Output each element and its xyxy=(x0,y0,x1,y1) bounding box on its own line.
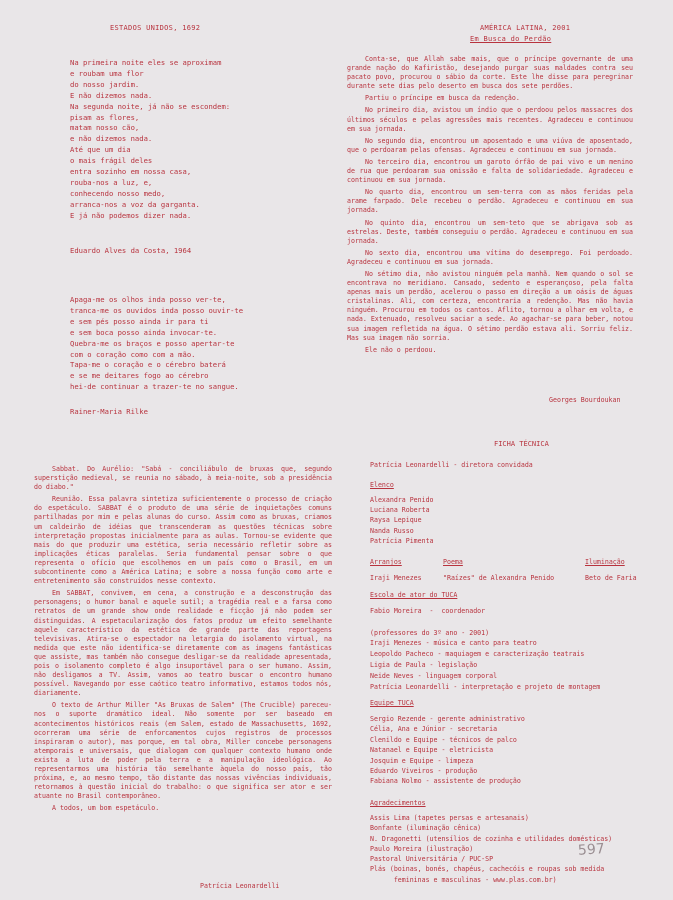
perdao-story xyxy=(347,55,633,358)
sabbat-paragraph: Sabbat. Do Aurélio: "Sabá - conciliábulo de bruxas que, segundo superstição medieval, se reunia no sábado, à meia-noite, sob a presidência do diabo." xyxy=(34,465,332,492)
poem-line: hei-de continuar a trazer-te no sangue. xyxy=(70,382,239,392)
poem-line: e se me deitares fogo ao cérebro xyxy=(70,371,209,381)
story-paragraph: No sétimo dia, não avistou ninguém pela manhã. Nem quando o sol se encontrava no meridiano. Cansado, sedento e esperançoso, pela falta apenas mais um perdão, acelerou o passo em direção a um oásis de águas cristalinas. Ali, com certeza, encontraria a redenção. Mas não havia ninguém. Procurou em todos os cantos. Aflito, tornou a olhar em volta, e nada. Extenuado, resolveu saciar a sede. Ao agachar-se para beber, notou sua imagem refletida na água. O sétimo perdão estava ali. Sorriu feliz. Mas sua imagem não sorria. xyxy=(347,269,633,342)
ficha-heading: FICHA TÉCNICA xyxy=(494,440,549,448)
escola-list xyxy=(370,606,600,692)
cast-member: Alexandra Penido xyxy=(370,496,434,504)
poem-line: Na primeira noite eles se aproximam xyxy=(70,58,222,67)
team-line: Josquim e Equipe - limpeza xyxy=(370,756,474,765)
story-paragraph: Ele não o perdoou. xyxy=(365,345,437,354)
story-paragraph: No quinto dia, encontrou um sem-teto que se abrigava sob as estrelas. Deste, também conseguiu o perdão. Agradeceu e continuou em sua jornada. xyxy=(347,218,633,245)
poem-line: pisam as flores, xyxy=(70,112,140,122)
team-line: Clenildo e Equipe - técnicos de palco xyxy=(370,735,517,744)
sabbat-paragraph: Reunião. Essa palavra sintetiza suficientemente o processo de criação do espetáculo. SABBAT é o produto de uma série de inquietações comuns partilhadas por mim e pelas alunas do curso. Assim como as bruxas, criamos um caldeirão de idéias que transcenderam as questões técnicas sobre interpretação propostas inicialmente para as aulas. Tornou-se evidente que mais do que produzir uma estética, seria necessário refletir sobre as implicações éticas paralelas. Seria fundamental pensar sobre o que representa o ofício que escolhemos em um país como o Brasil, em um subcontinente como a América Latina; e sobre a nossa função como arte e entretenimento são construídos nesse contexto. xyxy=(34,495,332,586)
story-paragraph: No sexto dia, encontrou uma vítima do desemprego. Foi perdoado. Agradeceu e continuou em sua jornada. xyxy=(347,248,633,266)
iluminacao-title: Iluminação xyxy=(585,558,625,566)
arranjos-value: Iraji Menezes xyxy=(370,574,422,582)
poem-line: o mais frágil deles xyxy=(70,156,153,166)
thanks-line: Pastoral Universitária / PUC-SP xyxy=(370,855,494,864)
poema-title: Poema xyxy=(443,558,463,566)
school-line: Ligia de Paula - legislação xyxy=(370,660,478,669)
story-paragraph: No primeiro dia, avistou um índio que o perdoou pelos massacres dos últimos séculos e pelas agressões mais recentes. Agradeceu e continuou em sua jornada. xyxy=(347,106,633,133)
author-georges: Georges Bourdoukan xyxy=(549,396,621,404)
poem-line: arranca-nos a voz da garganta. xyxy=(70,199,200,209)
poem-line: rouba-nos a luz, e, xyxy=(70,177,153,187)
poem-line: tranca-me os ouvidos inda posso ouvir-te xyxy=(70,305,244,315)
poem-line: e sem pés posso ainda ir para ti xyxy=(70,316,209,326)
school-line: Fabio Moreira - coordenador xyxy=(370,607,486,615)
poem-line: E não dizemos nada. xyxy=(70,90,153,100)
school-line: Leopoldo Pacheco - maquiagem e caracterização teatrais xyxy=(370,650,585,659)
cast-member: Luciana Roberta xyxy=(370,506,430,515)
handwritten-number: 597 xyxy=(577,841,606,859)
poem-eduardo xyxy=(70,58,320,222)
poem-line: e sem boca posso ainda invocar-te. xyxy=(70,327,218,337)
school-line: Neide Neves - linguagem corporal xyxy=(370,671,498,680)
escola-title: Escola de ator do TUCA xyxy=(370,591,458,599)
sabbat-paragraph: A todos, um bom espetáculo. xyxy=(52,804,160,813)
poem-line: Até que um dia xyxy=(70,145,131,155)
thanks-line: Assis Lima (tapetes persas e artesanais) xyxy=(370,814,529,822)
poem-line: do nosso jardim. xyxy=(70,79,140,89)
sabbat-paragraph: Em SABBAT, convivem, em cena, a construção e a desconstrução das personagens; o humor banal e aquele sutil; a tragédia real e a farsa como retratos de um grande show onde realidade e ficção já não podem ser distinguidas. A espetacularização dos fatos produz um efeito semelhante aquele característico da estética de grande parte das reportagens televisivas. Atira-se o espectador na letargia do isolamento virtual, na medida que este não identifica-se diretamente com as imagens fantásticas que assiste, mas também não consegue desligar-se da realidade apresentada, pois o isolamento completo é algo insuportável para o ser humano. Assim, não desligamos a TV. Assim, vamos ao teatro buscar o encontro humano possível. Navegando por esse caótico teatro informativo, estamos todos nós, diariamente. xyxy=(34,589,332,698)
thanks-line: femininas e masculinas - www.plas.com.br) xyxy=(370,875,557,884)
right-top-title: AMÉRICA LATINA, 2001 xyxy=(480,24,571,32)
poem-line: Apaga-me os olhos inda posso ver-te, xyxy=(70,295,226,304)
team-line: Eduardo Viveiros - produção xyxy=(370,767,478,776)
story-paragraph: Partiu o príncipe em busca da redenção. xyxy=(365,94,520,103)
sabbat-text xyxy=(34,465,332,816)
poem-line: Tapa-me o coração e o cérebro baterá xyxy=(70,360,226,370)
thanks-line: Bonfante (iluminação cênica) xyxy=(370,824,482,833)
poem-line: conhecendo nosso medo, xyxy=(70,188,166,198)
cast-member: Raysa Lepique xyxy=(370,516,422,525)
iluminacao-value: Beto de Faria xyxy=(585,574,637,582)
poema-value: "Raízes" de Alexandra Penido xyxy=(443,574,555,582)
poem-line: entra sozinho em nossa casa, xyxy=(70,167,192,177)
team-line: Fabiana Nolmo - assistente de produção xyxy=(370,777,521,786)
poem-rilke xyxy=(70,295,330,393)
elenco-list xyxy=(370,495,434,546)
story-paragraph: No terceiro dia, encontrou um garoto órfão de pai vivo e um menino de rua que perdoaram sua omissão e falta de solidariedade. Agradeceu e continuou em sua jornada. xyxy=(347,157,633,185)
poem-line: E já não podemos dizer nada. xyxy=(70,210,192,220)
school-line: Iraji Menezes - música e canto para teatro xyxy=(370,639,537,648)
cast-member: Patrícia Pimenta xyxy=(370,536,434,545)
school-line: (professores do 3º ano - 2001) xyxy=(370,628,490,637)
poem-line: matam nosso cão, xyxy=(70,123,140,133)
team-line: Sergio Rezende - gerente administrativo xyxy=(370,715,525,723)
agradecimentos-title: Agradecimentos xyxy=(370,799,426,807)
thanks-line: N. Dragonetti (utensílios de cozinha e utilidades domésticas) xyxy=(370,834,613,843)
thanks-line: Plás (boinas, bonés, chapéus, cachecóis e roupas sob medida xyxy=(370,865,605,874)
story-paragraph: No segundo dia, encontrou um aposentado e uma viúva de aposentado, que o perdoaram pelas ofensas. Agradeceu e continuou em sua jornada. xyxy=(347,136,633,154)
equipe-list xyxy=(370,714,525,787)
director-line: Patrícia Leonardelli - diretora convidada xyxy=(370,461,533,469)
author-rilke: Rainer-Maria Rilke xyxy=(70,407,148,416)
author-eduardo: Eduardo Alves da Costa, 1964 xyxy=(70,246,192,255)
sabbat-paragraph: O texto de Arthur Miller "As Bruxas de Salem" (The Crucible) pareceu-nos o suporte dramático ideal. Não somente por ser baseado em acontecimentos históricos reais (em Salem, estado de Massachusetts, 1692, ocorreram uma série de enforcamentos cujos registros de processos inspiraram o autor), mas porque, em tal obra, Miller concebe personagens atemporais e universais, que dialogam com qualquer contexto humano onde exista a luta de poder pela terra e a manipulação ideológica. Ao representarmos uma história tão semelhante àquela do nosso país, tão próxima, e, ao mesmo tempo, tão distante das nossas vivências individuais, retornamos à questão inicial do trabalho: o que significa ser ator e ser atuante no Brasil contemporâneo. xyxy=(34,701,332,801)
team-line: Célia, Ana e Júnior - secretaria xyxy=(370,725,498,734)
team-line: Natanael e Equipe - eletricista xyxy=(370,746,494,755)
arranjos-title: Arranjos xyxy=(370,558,402,566)
poem-line: e não dizemos nada. xyxy=(70,134,153,144)
school-line: Patrícia Leonardelli - interpretação e projeto de montagem xyxy=(370,682,601,691)
poem-line: e roubam uma flor xyxy=(70,68,144,78)
equipe-title: Equipe TUCA xyxy=(370,699,414,707)
story-paragraph: No quarto dia, encontrou um sem-terra com as mãos feridas pela arame farpado. Dele recebeu o perdão. Agradeceu e continuou em sua jornada. xyxy=(347,188,633,215)
signature-patricia: Patrícia Leonardelli xyxy=(200,882,280,890)
school-line xyxy=(370,617,600,628)
poem-line: com o coração como com a mão. xyxy=(70,349,196,359)
poem-line: Quebra-me os braços e posso apertar-te xyxy=(70,338,235,348)
agradecimentos-list xyxy=(370,813,612,885)
story-paragraph: Conta-se, que Allah sabe mais, que o príncipe governante de uma grande nação do Kafiristão, desejando purgar suas maldades contra seu pacato povo, procurou o sábio da corte. Este lhe disse para peregrinar durante sete dias pelo deserto em busca dos sete perdões. xyxy=(347,55,633,91)
cast-member: Nanda Russo xyxy=(370,526,414,535)
poem-line: Na segunda noite, já não se escondem: xyxy=(70,101,231,111)
left-top-title: ESTADOS UNIDOS, 1692 xyxy=(110,24,201,32)
right-top-subtitle: Em Busca do Perdão xyxy=(470,35,552,43)
thanks-line: Paulo Moreira (ilustração) xyxy=(370,844,474,853)
elenco-title: Elenco xyxy=(370,481,394,489)
